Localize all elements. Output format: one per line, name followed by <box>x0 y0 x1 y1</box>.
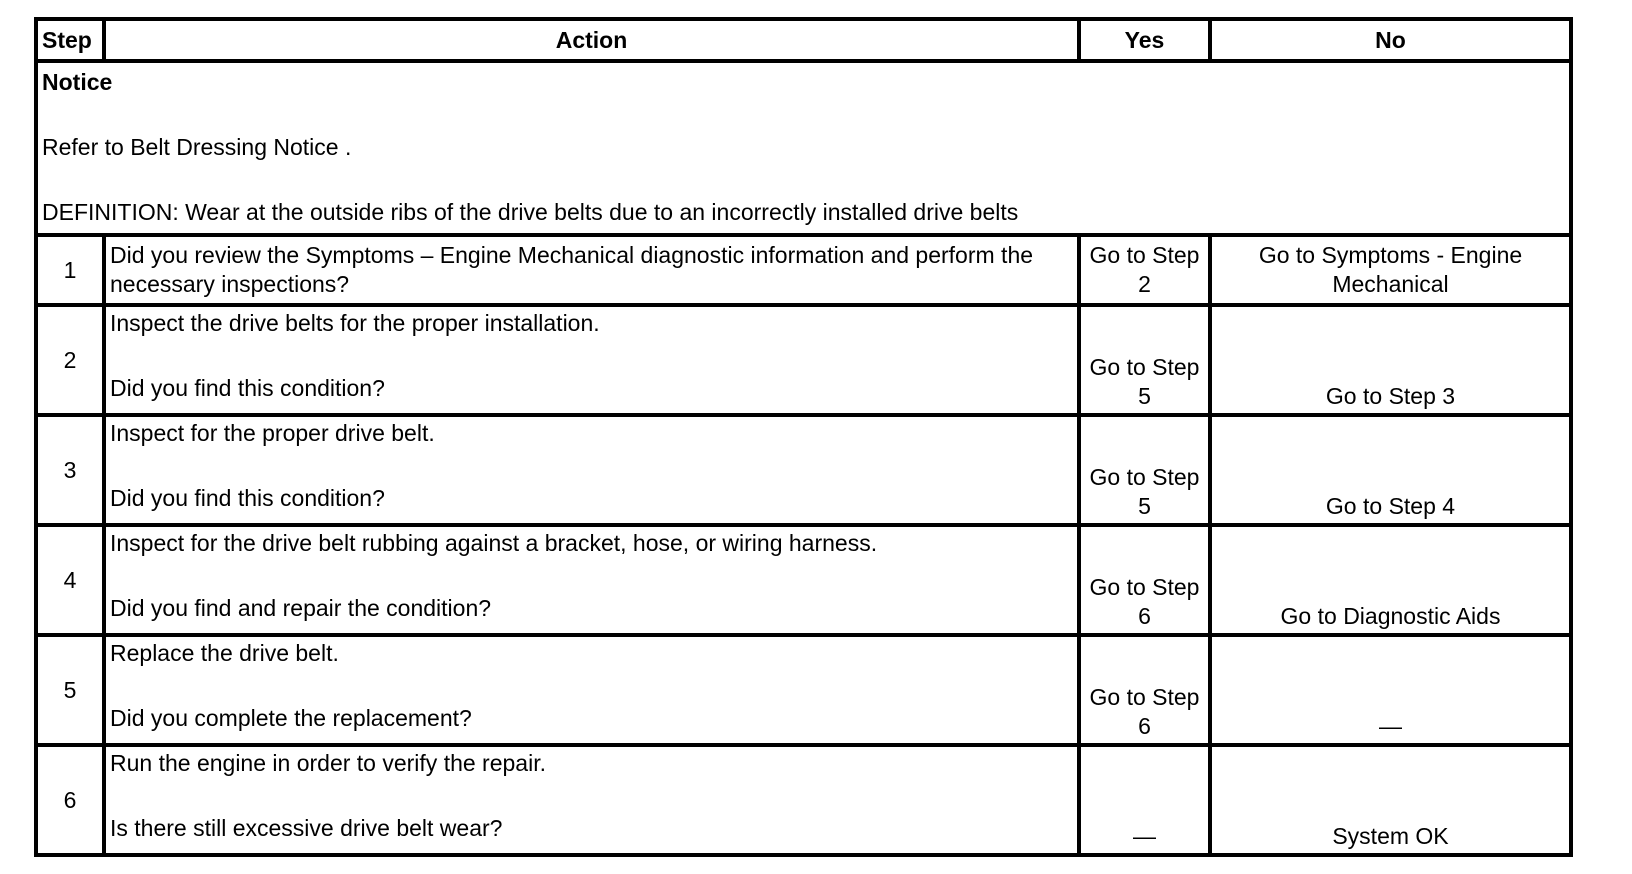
notice-cell <box>36 61 1571 235</box>
action-instruction: Inspect for the drive belt rubbing against a bracket, hose, or wiring harness. <box>110 530 878 556</box>
action-instruction: Run the engine in order to verify the repair. <box>110 750 546 776</box>
no-result: Go to Step 4 <box>1210 415 1571 525</box>
action-question: Did you find and repair the condition? <box>110 595 492 621</box>
yes-result: Go to Step 5 <box>1079 415 1210 525</box>
action-question: Is there still excessive drive belt wear? <box>110 815 503 841</box>
action-instruction: Replace the drive belt. <box>110 640 339 666</box>
action-question: Did you find this condition? <box>110 485 385 511</box>
notice-title: Notice <box>42 69 113 95</box>
step-number: 4 <box>36 525 104 635</box>
notice-row <box>36 61 1571 235</box>
header-yes: Yes <box>1079 19 1210 61</box>
action-text: Did you review the Symptoms – Engine Mechanical diagnostic information and perform the necessary inspections? <box>104 235 1079 305</box>
yes-result: Go to Step 6 <box>1079 635 1210 745</box>
yes-result: Go to Step 6 <box>1079 525 1210 635</box>
table-row <box>36 415 1571 525</box>
table-row <box>36 525 1571 635</box>
table-row <box>36 745 1571 855</box>
step-number: 1 <box>36 235 104 305</box>
action-cell <box>104 305 1079 415</box>
action-cell <box>104 745 1079 855</box>
header-row <box>36 19 1571 61</box>
notice-reference: Refer to Belt Dressing Notice . <box>42 134 352 160</box>
yes-result: Go to Step 5 <box>1079 305 1210 415</box>
header-action: Action <box>104 19 1079 61</box>
action-instruction: Inspect for the proper drive belt. <box>110 420 435 446</box>
table-row <box>36 635 1571 745</box>
action-question: Did you find this condition? <box>110 375 385 401</box>
diagnostic-table <box>34 17 1573 857</box>
no-result: System OK <box>1210 745 1571 855</box>
step-number: 5 <box>36 635 104 745</box>
notice-definition: DEFINITION: Wear at the outside ribs of the drive belts due to an incorrectly installed drive belts <box>42 199 1019 225</box>
action-cell <box>104 635 1079 745</box>
table-row <box>36 235 1571 305</box>
header-no: No <box>1210 19 1571 61</box>
action-instruction: Inspect the drive belts for the proper installation. <box>110 310 600 336</box>
step-number: 3 <box>36 415 104 525</box>
step-number: 2 <box>36 305 104 415</box>
yes-result: Go to Step 2 <box>1079 235 1210 305</box>
no-result: Go to Diagnostic Aids <box>1210 525 1571 635</box>
yes-result: — <box>1079 745 1210 855</box>
action-cell <box>104 525 1079 635</box>
no-result: Go to Step 3 <box>1210 305 1571 415</box>
action-question: Did you complete the replacement? <box>110 705 472 731</box>
action-cell <box>104 415 1079 525</box>
step-number: 6 <box>36 745 104 855</box>
no-result: — <box>1210 635 1571 745</box>
header-step: Step <box>36 19 104 61</box>
no-result: Go to Symptoms - Engine Mechanical <box>1210 235 1571 305</box>
table-row <box>36 305 1571 415</box>
